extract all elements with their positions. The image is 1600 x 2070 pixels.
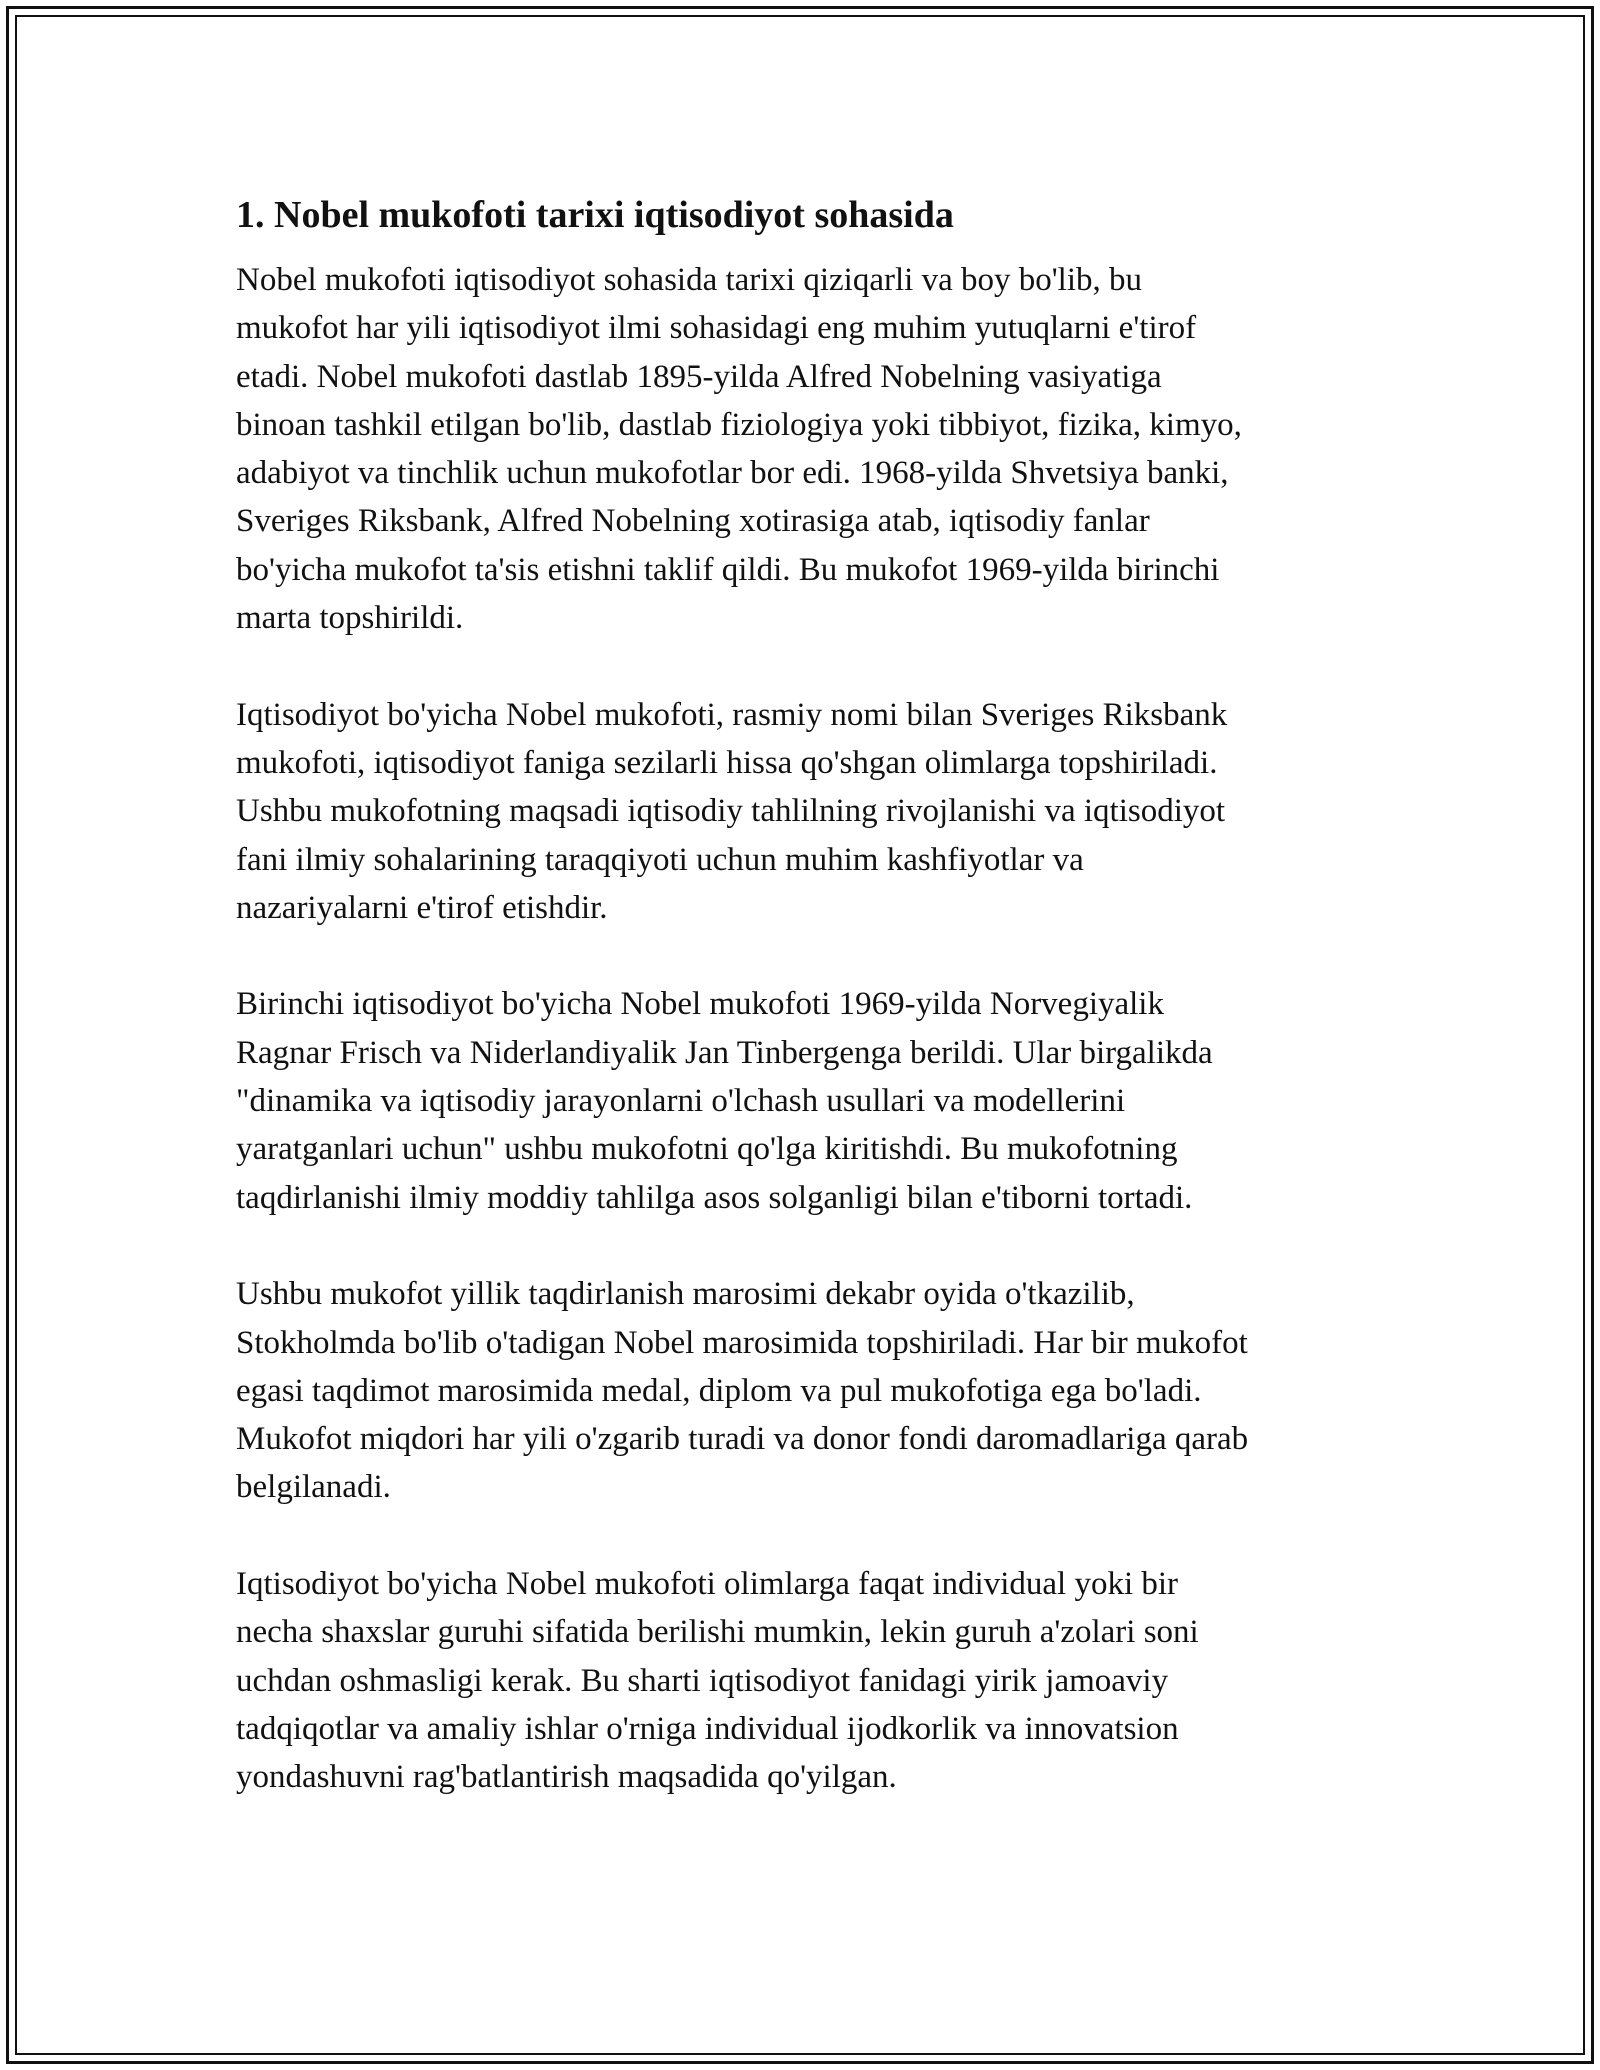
- document-body: [236, 186, 1381, 1850]
- paragraph-1: Nobel mukofoti iqtisodiyot sohasida tarixi qiziqarli va boy bo'lib, bu mukofot har yili iqtisodiyot ilmi sohasidagi eng muhim yutuqlarni e'tirof etadi. Nobel mukofoti dastlab 1895-yilda Alfred Nobelning vasiyatiga binoan tashkil etilgan bo'lib, dastlab fiziologiya yoki tibbiyot, fizika, kimyo, adabiyot va tinchlik uchun mukofotlar bor edi. 1968-yilda Shvetsiya banki, Sveriges Riksbank, Alfred Nobelning xotirasiga atab, iqtisodiy fanlar bo'yicha mukofot ta'sis etishni taklif qildi. Bu mukofot 1969-yilda birinchi marta topshirildi.: [236, 262, 1242, 637]
- paragraph-4: Ushbu mukofot yillik taqdirlanish marosimi dekabr oyida o'tkazilib, Stokholmda bo'lib o'tadigan Nobel marosimida topshiriladi. Har bir mukofot egasi taqdimot marosimida medal, diplom va pul mukofotiga ega bo'ladi. Mukofot miqdori har yili o'zgarib turadi va donor fondi daromadlariga qarab belgilanadi.: [236, 1276, 1249, 1506]
- paragraph-3: Birinchi iqtisodiyot bo'yicha Nobel mukofoti 1969-yilda Norvegiyalik Ragnar Frisch va Niderlandiyalik Jan Tinbergenga berildi. Ular birgalikda "dinamika va iqtisodiy jarayonlarni o'lchash usullari va modellerini yaratganlari uchun" ushbu mukofotni qo'lga kiritishdi. Bu mukofotning taqdirlanishi ilmiy moddiy tahlilga asos solganligi bilan e'tiborni tortadi.: [236, 986, 1213, 1216]
- paragraph-2: Iqtisodiyot bo'yicha Nobel mukofoti, rasmiy nomi bilan Sveriges Riksbank mukofoti, iqtisodiyot faniga sezilarli hissa qo'shgan olimlarga topshiriladi. Ushbu mukofotning maqsadi iqtisodiy tahlilning rivojlanishi va iqtisodiyot fani ilmiy sohalarining taraqqiyoti uchun muhim kashfiyotlar va nazariyalarni e'tirof etishdir.: [236, 696, 1228, 926]
- paragraph-5: Iqtisodiyot bo'yicha Nobel mukofoti olimlarga faqat individual yoki bir necha shaxslar guruhi sifatida berilishi mumkin, lekin guruh a'zolari soni uchdan oshmasligi kerak. Bu sharti iqtisodiyot fanidagi yirik jamoaviy tadqiqotlar va amaliy ishlar o'rniga individual ijodkorlik va innovatsion yondashuvni rag'batlantirish maqsadida qo'yilgan.: [236, 1566, 1199, 1796]
- section-heading: 1. Nobel mukofoti tarixi iqtisodiyot sohasida: [236, 194, 954, 236]
